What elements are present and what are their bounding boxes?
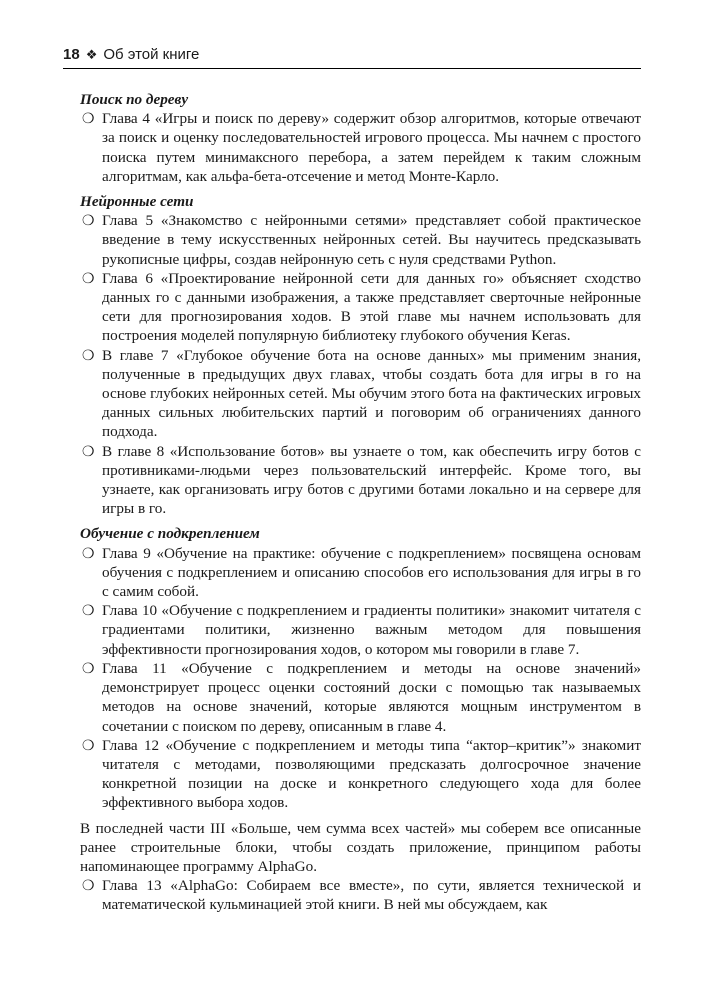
list-item [80, 876, 641, 914]
list-item-text: Глава 6 «Проектирование нейронной сети для данных го» объясняет сходство данных го с данными изображения, а также представляет сверточные нейронные сети для прогнозирования ходов. В этой главе мы начнем использовать для построения моделей популярную библиотеку глубокого обучения Keras. [102, 269, 641, 345]
list-item [80, 736, 641, 813]
section-neural-nets [80, 192, 641, 518]
list-item-text: Глава 10 «Обучение с подкреплением и градиенты политики» знакомит читателя с градиентами политики, жизненно важным методом для повышения эффективности прогнозирования ходов, о котором мы говорили в главе 7. [102, 602, 641, 658]
list-item-text: Глава 11 «Обучение с подкреплением и методы на основе значений» демонстрирует процесс оценки состояний доски с помощью так называемых методов на основе значений, которые являются мощным инструментом в сочетании с поиском по дереву, описанным в главе 4. [102, 659, 641, 735]
list-item [80, 659, 641, 736]
section-title: Поиск по дереву [80, 91, 189, 108]
closing-paragraph: В последней части III «Больше, чем сумма всех частей» мы соберем все описанные ранее строительные блоки, чтобы создать приложение, принципом работы напоминающее программу AlphaGo. [80, 819, 641, 875]
bullet-circle-icon: ❍ [82, 270, 95, 287]
page-body [80, 90, 641, 915]
list-item-text: Глава 4 «Игры и поиск по дереву» содержит обзор алгоритмов, которые отвечают за поиск и оценку последовательностей игрового процесса. Мы начнем с простого поиска путем минимаксного перебора, а затем перейдем к таким сложным алгоритмам, как альфа-бета-отсечение и метод Монте-Карло. [102, 110, 641, 185]
section-reinforcement [80, 524, 641, 812]
bullet-circle-icon: ❍ [82, 737, 95, 754]
section-title: Обучение с подкреплением [80, 525, 260, 543]
bullet-circle-icon: ❍ [82, 660, 95, 677]
list-item [80, 346, 641, 442]
list-item-text: Глава 5 «Знакомство с нейронными сетями» представляет собой практическое введение в тему искусственных нейронных сетей. Вы научитесь предсказывать рукописные цифры, создав нейронную сеть с нуля средствами Python. [102, 212, 641, 268]
list-item-text: В главе 8 «Использование ботов» вы узнаете о том, как обеспечить игру ботов с противниками-людьми через пользовательский интерфейс. Кроме того, вы узнаете, как организовать игру ботов с другими ботами локально и на сервере для игры в го. [102, 442, 641, 518]
bullet-circle-icon: ❍ [82, 878, 95, 895]
bullet-circle-icon: ❍ [82, 347, 95, 364]
running-title: Об этой книге [103, 46, 200, 63]
list-item [80, 442, 641, 519]
list-item-text: В главе 7 «Глубокое обучение бота на основе данных» мы применим знания, полученные в предыдущих двух главах, чтобы создать бота для игры в го на основе глубоких нейронных сетей. Мы обучим этого бота на фактических игровых данных сильных любительских партий и поговорим об ограничениях данного подхода. [102, 346, 641, 441]
bullet-circle-icon: ❍ [82, 443, 95, 460]
list-item-text: Глава 13 «AlphaGo: Собираем все вместе», по сути, является технической и математической кульминацией этой книги. В ней мы обсуждаем, как [102, 877, 641, 914]
list-item-text: Глава 9 «Обучение на практике: обучение с подкреплением» посвящена основам обучения с подкреплением и описанию способов его использования для игры в го с самим собой. [102, 544, 641, 601]
list-item [80, 269, 641, 346]
bullet-circle-icon: ❍ [82, 213, 95, 230]
section-tree-search [80, 90, 641, 186]
ornament-icon: ❖ [85, 47, 98, 62]
bullet-circle-icon: ❍ [82, 545, 95, 562]
list-item [80, 109, 641, 186]
list-item [80, 601, 641, 659]
running-header [63, 46, 641, 69]
list-item-text: Глава 12 «Обучение с подкреплением и методы типа “актор–критик”» знакомит читателя с методами, позволяющими предсказать долгосрочное значение конкретной позиции на доске и конкретного следующего хода для более эффективного выбора ходов. [102, 736, 641, 812]
bullet-circle-icon: ❍ [82, 603, 95, 620]
page-number: 18 [63, 46, 80, 63]
bullet-circle-icon: ❍ [82, 111, 95, 128]
section-title: Нейронные сети [80, 193, 194, 211]
list-item [80, 211, 641, 269]
list-item [80, 544, 641, 602]
